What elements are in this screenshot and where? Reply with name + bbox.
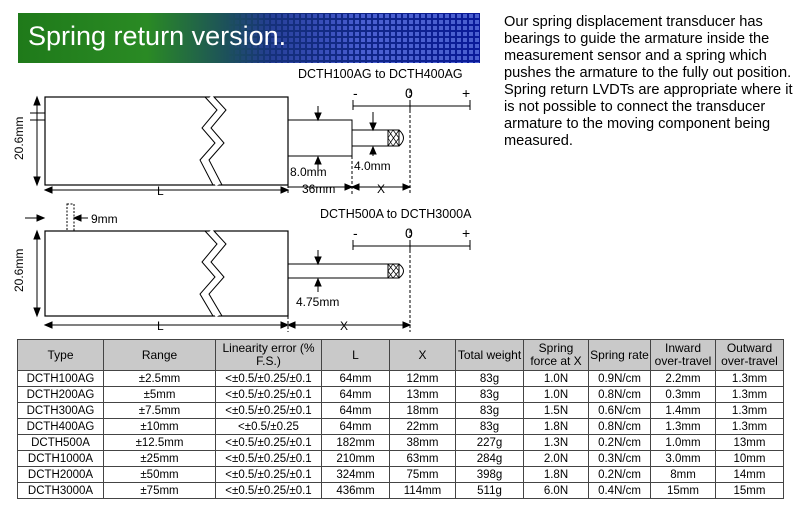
cell-range: ±75mm <box>104 483 216 499</box>
top-drawing <box>12 67 470 198</box>
table-row <box>18 387 784 403</box>
cell-linearity: <±0.5/±0.25/±0.1 <box>216 435 322 451</box>
cell-linearity: <±0.5/±0.25/±0.1 <box>216 387 322 403</box>
cell-range: ±5mm <box>104 387 216 403</box>
cell-type: DCTH1000A <box>18 451 104 467</box>
cell-outward-overtravel: 13mm <box>716 435 784 451</box>
cell-spring-rate: 0.8N/cm <box>589 419 651 435</box>
table-header-row <box>18 340 784 371</box>
cell-inward-overtravel: 2.2mm <box>651 371 716 387</box>
header-spring-rate: Spring rate <box>589 340 651 371</box>
bottom-minus: - <box>353 225 358 241</box>
cell-length: 182mm <box>322 435 390 451</box>
cell-stroke: 38mm <box>390 435 456 451</box>
cell-length: 324mm <box>322 467 390 483</box>
header-outward: Outward over-travel <box>716 340 784 371</box>
bottom-dim-9: 9mm <box>91 212 118 226</box>
cell-linearity: <±0.5/±0.25 <box>216 419 322 435</box>
cell-outward-overtravel: 10mm <box>716 451 784 467</box>
cell-weight: 227g <box>456 435 524 451</box>
cell-outward-overtravel: 1.3mm <box>716 419 784 435</box>
cell-length: 210mm <box>322 451 390 467</box>
cell-linearity: <±0.5/±0.25/±0.1 <box>216 483 322 499</box>
cell-spring-force: 2.0N <box>524 451 589 467</box>
cell-outward-overtravel: 15mm <box>716 483 784 499</box>
cell-length: 436mm <box>322 483 390 499</box>
cell-linearity: <±0.5/±0.25/±0.1 <box>216 403 322 419</box>
cell-spring-force: 1.0N <box>524 371 589 387</box>
cell-type: DCTH500A <box>18 435 104 451</box>
cell-type: DCTH3000A <box>18 483 104 499</box>
cell-spring-force: 1.5N <box>524 403 589 419</box>
cell-weight: 284g <box>456 451 524 467</box>
cell-type: DCTH100AG <box>18 371 104 387</box>
cell-inward-overtravel: 8mm <box>651 467 716 483</box>
table-row <box>18 451 784 467</box>
header-type: Type <box>18 340 104 371</box>
cell-inward-overtravel: 1.4mm <box>651 403 716 419</box>
bottom-plus: + <box>462 225 471 241</box>
cell-spring-rate: 0.2N/cm <box>589 467 651 483</box>
cell-weight: 83g <box>456 403 524 419</box>
cell-stroke: 75mm <box>390 467 456 483</box>
top-dim-4: 4.0mm <box>354 159 391 173</box>
table-row <box>18 371 784 387</box>
top-dim-8: 8.0mm <box>290 165 327 179</box>
cell-stroke: 114mm <box>390 483 456 499</box>
table-row <box>18 403 784 419</box>
cell-range: ±7.5mm <box>104 403 216 419</box>
cell-range: ±50mm <box>104 467 216 483</box>
cell-outward-overtravel: 14mm <box>716 467 784 483</box>
cell-stroke: 12mm <box>390 371 456 387</box>
header-inward: Inward over-travel <box>651 340 716 371</box>
top-model-range: DCTH100AG to DCTH400AG <box>298 67 463 81</box>
top-dim-L: L <box>157 184 164 198</box>
cell-type: DCTH400AG <box>18 419 104 435</box>
cell-length: 64mm <box>322 371 390 387</box>
header-spring-force: Spring force at X <box>524 340 589 371</box>
cell-stroke: 18mm <box>390 403 456 419</box>
header-weight: Total weight <box>456 340 524 371</box>
cell-spring-rate: 0.6N/cm <box>589 403 651 419</box>
bottom-dim-X: X <box>340 319 349 333</box>
page-title: Spring return version. <box>28 21 287 51</box>
cell-spring-rate: 0.9N/cm <box>589 371 651 387</box>
cell-inward-overtravel: 0.3mm <box>651 387 716 403</box>
bottom-dim-L: L <box>157 319 164 333</box>
transducer-drawings <box>0 60 500 340</box>
description-text: Our spring displacement transducer has bearings to guide the armature inside the measurement sensor and a spring which pushes the armature to the fully out position. Spring return LVDTs are appropriate where it is not possible to connect the transducer armature to the moving component being measured. <box>504 14 793 149</box>
cell-weight: 83g <box>456 371 524 387</box>
specification-table <box>17 339 784 499</box>
cell-spring-force: 6.0N <box>524 483 589 499</box>
bottom-height-label: 20.6mm <box>12 248 26 292</box>
cell-stroke: 22mm <box>390 419 456 435</box>
cell-inward-overtravel: 15mm <box>651 483 716 499</box>
header-linearity: Linearity error (% F.S.) <box>216 340 322 371</box>
top-minus: - <box>353 85 358 101</box>
cell-outward-overtravel: 1.3mm <box>716 371 784 387</box>
cell-length: 64mm <box>322 403 390 419</box>
top-height-label: 20.6mm <box>12 116 26 160</box>
cell-stroke: 13mm <box>390 387 456 403</box>
cell-range: ±10mm <box>104 419 216 435</box>
table-body <box>18 371 784 499</box>
cell-range: ±2.5mm <box>104 371 216 387</box>
top-zero: 0 <box>405 85 413 101</box>
cell-spring-rate: 0.2N/cm <box>589 435 651 451</box>
cell-linearity: <±0.5/±0.25/±0.1 <box>216 451 322 467</box>
header-X: X <box>390 340 456 371</box>
cell-length: 64mm <box>322 387 390 403</box>
cell-type: DCTH2000A <box>18 467 104 483</box>
bottom-dim-475: 4.75mm <box>296 295 340 309</box>
table-row <box>18 419 784 435</box>
cell-weight: 83g <box>456 419 524 435</box>
cell-weight: 398g <box>456 467 524 483</box>
header-range: Range <box>104 340 216 371</box>
cell-outward-overtravel: 1.3mm <box>716 403 784 419</box>
cell-length: 64mm <box>322 419 390 435</box>
title-banner <box>18 13 480 63</box>
cell-inward-overtravel: 1.0mm <box>651 435 716 451</box>
bottom-zero: 0 <box>405 225 413 241</box>
top-plus: + <box>462 85 471 101</box>
cell-spring-force: 1.3N <box>524 435 589 451</box>
cell-weight: 83g <box>456 387 524 403</box>
top-dim-36: 36mm <box>302 182 336 196</box>
cell-linearity: <±0.5/±0.25/±0.1 <box>216 371 322 387</box>
top-dim-X: X <box>377 182 386 196</box>
cell-type: DCTH300AG <box>18 403 104 419</box>
cell-weight: 511g <box>456 483 524 499</box>
table-row <box>18 467 784 483</box>
cell-range: ±12.5mm <box>104 435 216 451</box>
cell-spring-force: 1.8N <box>524 419 589 435</box>
cell-inward-overtravel: 3.0mm <box>651 451 716 467</box>
cell-stroke: 63mm <box>390 451 456 467</box>
cell-spring-rate: 0.8N/cm <box>589 387 651 403</box>
table-row <box>18 483 784 499</box>
bottom-model-range: DCTH500A to DCTH3000A <box>320 207 472 221</box>
cell-linearity: <±0.5/±0.25/±0.1 <box>216 467 322 483</box>
bottom-drawing <box>12 204 472 333</box>
cell-inward-overtravel: 1.3mm <box>651 419 716 435</box>
cell-spring-rate: 0.4N/cm <box>589 483 651 499</box>
cell-spring-force: 1.8N <box>524 467 589 483</box>
cell-type: DCTH200AG <box>18 387 104 403</box>
header-L: L <box>322 340 390 371</box>
table-row <box>18 435 784 451</box>
cell-range: ±25mm <box>104 451 216 467</box>
cell-spring-force: 1.0N <box>524 387 589 403</box>
cell-spring-rate: 0.3N/cm <box>589 451 651 467</box>
cell-outward-overtravel: 1.3mm <box>716 387 784 403</box>
